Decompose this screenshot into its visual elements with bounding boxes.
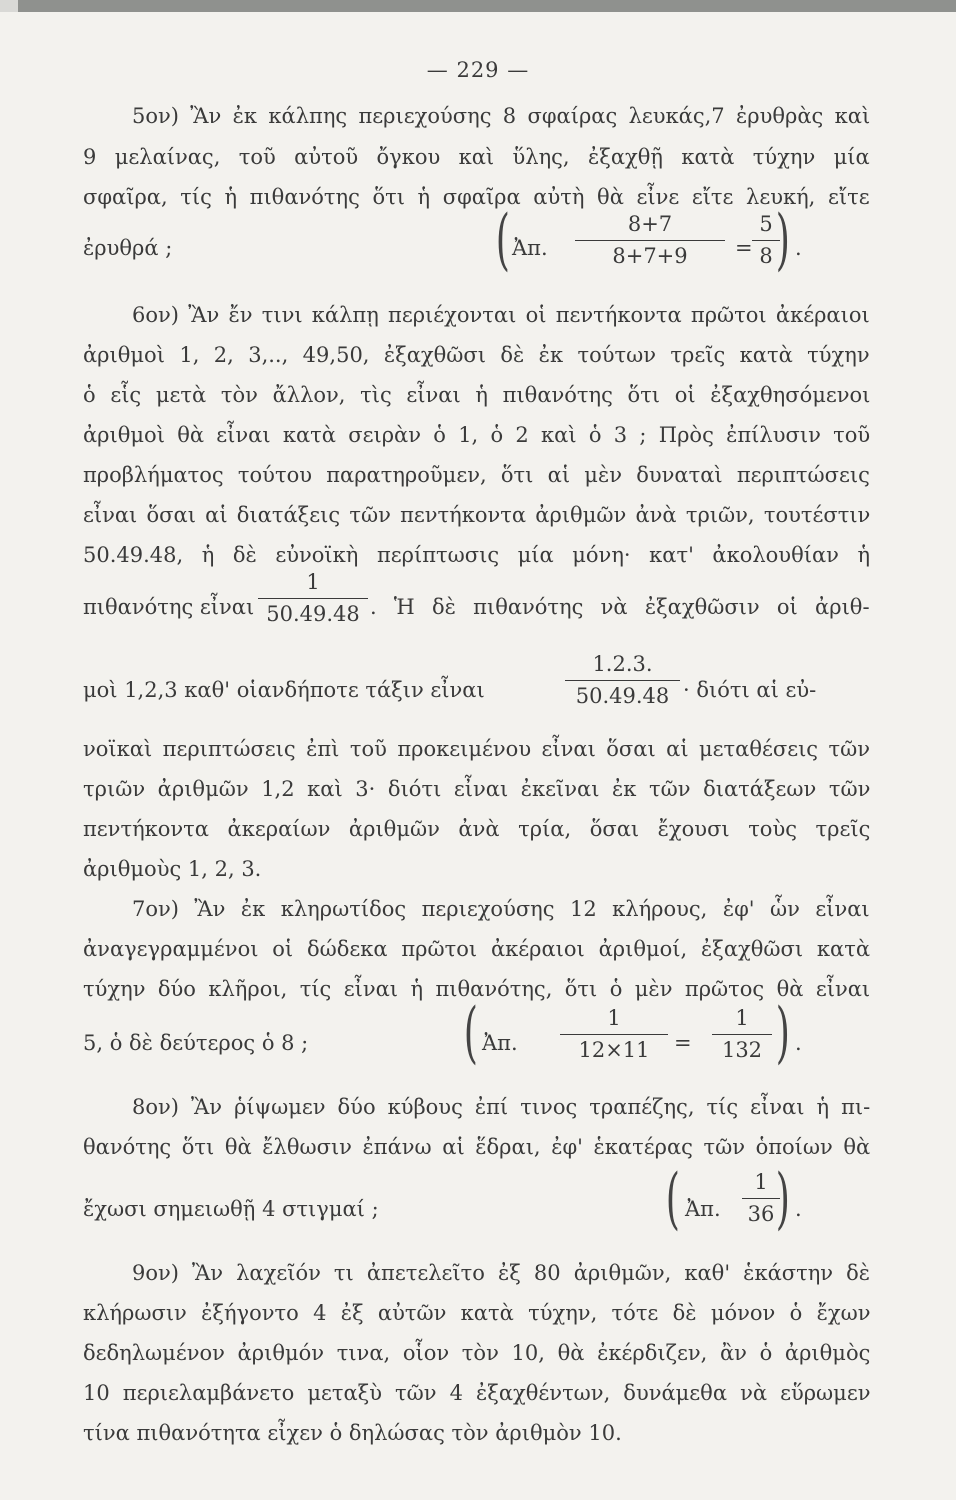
p8-fraction-numerator: 1 (754, 1170, 768, 1194)
p5-period: . (795, 236, 802, 260)
p6-line-9a: μοὶ 1,2,3 καθ' οἱανδήποτε τάξιν εἶναι (83, 678, 485, 702)
p6-line-13: ἀριθμοὺς 1, 2, 3. (83, 857, 262, 881)
p9-line-2: κλήρωσιν ἐξήγοντο 4 ἐξ αὐτῶν κατὰ τύχην, τότε δὲ μόνον ὁ ἔχων (83, 1301, 871, 1325)
p6-fraction-2 (565, 652, 680, 708)
p7-fraction-bar (560, 1034, 668, 1035)
p8-fraction-denominator: 36 (747, 1202, 775, 1226)
p6-line-8a: πιθανότης εἶναι (83, 595, 255, 619)
p6-line-9b: · διότι αἱ εὐ- (683, 678, 817, 702)
p6-line-10: νοϊκαὶ περιπτώσεις ἐπὶ τοῦ προκειμένου εἶναι ὅσαι αἱ μεταθέσεις τῶν (83, 737, 871, 761)
p9-line-4: 10 περιελαμβάνετο μεταξὺ τῶν 4 ἐξαχθέντων, δυνάμεθα νὰ εὕρωμεν (83, 1381, 871, 1405)
p7-result-numerator: 1 (735, 1006, 749, 1030)
p7-period: . (795, 1031, 802, 1055)
p6-line-6: εἶναι ὅσαι αἱ διατάξεις τῶν πεντήκοντα ἀριθμῶν ἀνὰ τριῶν, τουτέστιν (83, 503, 871, 527)
p8-fraction-bar (742, 1198, 780, 1199)
p9-line-1: 9ον) Ἂν λαχεῖόν τι ἀπετελεῖτο ἐξ 80 ἀριθμῶν, καθ' ἑκάστην δὲ (132, 1261, 871, 1285)
p7-left-paren: ( (463, 994, 478, 1071)
p5-answer-label: Ἀπ. (512, 236, 548, 260)
p5-result-numerator: 5 (759, 212, 773, 236)
p8-line-3: ἔχωσι σημειωθῇ 4 στιγμαί ; (83, 1197, 379, 1221)
p9-line-5: τίνα πιθανότητα εἶχεν ὁ δηλώσας τὸν ἀριθμὸν 10. (83, 1421, 622, 1445)
p7-result-bar (712, 1034, 772, 1035)
p7-line-1: 7ον) Ἂν ἐκ κληρωτίδος περιεχούσης 12 κλήρους, ἐφ' ὧν εἶναι (132, 897, 870, 921)
p6-fraction-1-bar (258, 598, 368, 599)
p5-right-paren: ) (775, 201, 790, 278)
p6-line-7: 50.49.48, ἡ δὲ εὐνοϊκὴ περίπτωσις μία μόνη· κατ' ἀκολουθίαν ἡ (83, 543, 871, 567)
p5-fraction-numerator: 8+7 (627, 212, 673, 236)
p7-line-4: 5, ὁ δὲ δεύτερος ὁ 8 ; (83, 1031, 309, 1055)
p8-line-1: 8ον) Ἂν ῥίψωμεν δύο κύβους ἐπί τινος τραπέζης, τίς εἶναι ἡ πι- (132, 1095, 871, 1119)
p6-fraction-2-bar (565, 680, 680, 681)
p7-answer-label: Ἀπ. (482, 1031, 518, 1055)
p8-line-2: θανότης ὅτι θὰ ἔλθωσιν ἐπάνω αἱ ἕδραι, ἐφ' ἑκατέρας τῶν ὁποίων θὰ (83, 1135, 871, 1159)
p6-fraction-1-denominator: 50.49.48 (266, 602, 360, 626)
p9-line-3: δεδηλωμένον ἀριθμόν τινα, οἷον τὸν 10, θὰ ἐκέρδιζεν, ἂν ὁ ἀριθμὸς (83, 1341, 871, 1365)
p6-line-2: ἀριθμοὶ 1, 2, 3,.., 49,50, ἐξαχθῶσι δὲ ἐκ τούτων τρεῖς κατὰ τύχην (83, 343, 870, 367)
p6-line-3: ὁ εἷς μετὰ τὸν ἄλλον, τὶς εἶναι ἡ πιθανότης ὅτι οἱ ἐξαχθησόμενοι (83, 383, 871, 407)
p7-fraction-numerator: 1 (607, 1006, 621, 1030)
p6-line-5: προβλήματος τούτου παρατηροῦμεν, ὅτι αἱ μὲν δυναταὶ περιπτώσεις (83, 463, 870, 487)
p6-line-4: ἀριθμοὶ θὰ εἶναι κατὰ σειρὰν ὁ 1, ὁ 2 καὶ ὁ 3 ; Πρὸς ἐπίλυσιν τοῦ (83, 423, 871, 447)
p5-line-1: 5ον) Ἂν ἐκ κάλπης περιεχούσης 8 σφαίρας λευκάς,7 ἐρυθρὰς καὶ (132, 104, 871, 128)
p7-fraction-denominator: 12×11 (578, 1038, 650, 1062)
p6-line-12: πεντήκοντα ἀκεραίων ἀριθμῶν ἀνὰ τρία, ὅσαι ἔχουσι τοὺς τρεῖς (83, 817, 871, 841)
p5-equals: = (735, 236, 753, 260)
p7-fraction (560, 1006, 668, 1062)
p6-fraction-2-denominator: 50.49.48 (575, 684, 670, 708)
p5-line-3: σφαῖρα, τίς ἡ πιθανότης ὅτι ἡ σφαῖρα αὐτὴ θὰ εἶνε εἴτε λευκή, εἴτε (83, 185, 870, 209)
p5-left-paren: ( (495, 201, 510, 278)
p7-right-paren: ) (775, 994, 790, 1071)
p5-fraction-denominator: 8+7+9 (612, 244, 688, 268)
p8-right-paren: ) (775, 1160, 790, 1237)
scan-corner (0, 0, 18, 12)
p8-period: . (795, 1197, 802, 1221)
p6-fraction-1 (258, 570, 368, 626)
p5-line-2: 9 μελαίνας, τοῦ αὐτοῦ ὄγκου καὶ ὕλης, ἐξαχθῇ κατὰ τύχην μία (83, 145, 870, 169)
p5-fraction-bar (575, 240, 725, 241)
p7-equals: = (674, 1031, 692, 1055)
p7-result (712, 1006, 772, 1062)
p8-left-paren: ( (665, 1160, 680, 1237)
p7-line-2: ἀναγεγραμμένοι οἱ δώδεκα πρῶτοι ἀκέραιοι ἀριθμοί, ἐξαχθῶσι κατὰ (83, 937, 871, 961)
scan-top-border (0, 0, 956, 12)
p6-fraction-2-numerator: 1.2.3. (592, 652, 653, 676)
p7-result-denominator: 132 (721, 1038, 763, 1062)
page-number: — 229 — (426, 58, 530, 82)
p6-fraction-1-numerator: 1 (306, 570, 320, 594)
p6-line-11: τριῶν ἀριθμῶν 1,2 καὶ 3· διότι εἶναι ἐκεῖναι ἐκ τῶν διατάξεων τῶν (83, 777, 871, 801)
p5-fraction (575, 212, 725, 268)
p5-result-denominator: 8 (759, 244, 773, 268)
p8-answer-label: Ἀπ. (685, 1197, 721, 1221)
p7-line-3: τύχην δύο κλῆροι, τίς εἶναι ἡ πιθανότης, ὅτι ὁ μὲν πρῶτος θὰ εἶναι (83, 977, 871, 1001)
p6-line-8b: . Ἡ δὲ πιθανότης νὰ ἐξαχθῶσιν οἱ ἀριθ- (370, 595, 870, 619)
p5-line-4: ἐρυθρά ; (83, 236, 173, 260)
p8-fraction (742, 1170, 780, 1226)
p6-line-1: 6ον) Ἂν ἔν τινι κάλπῃ περιέχονται οἱ πεντήκοντα πρῶτοι ἀκέραιοι (132, 303, 870, 327)
